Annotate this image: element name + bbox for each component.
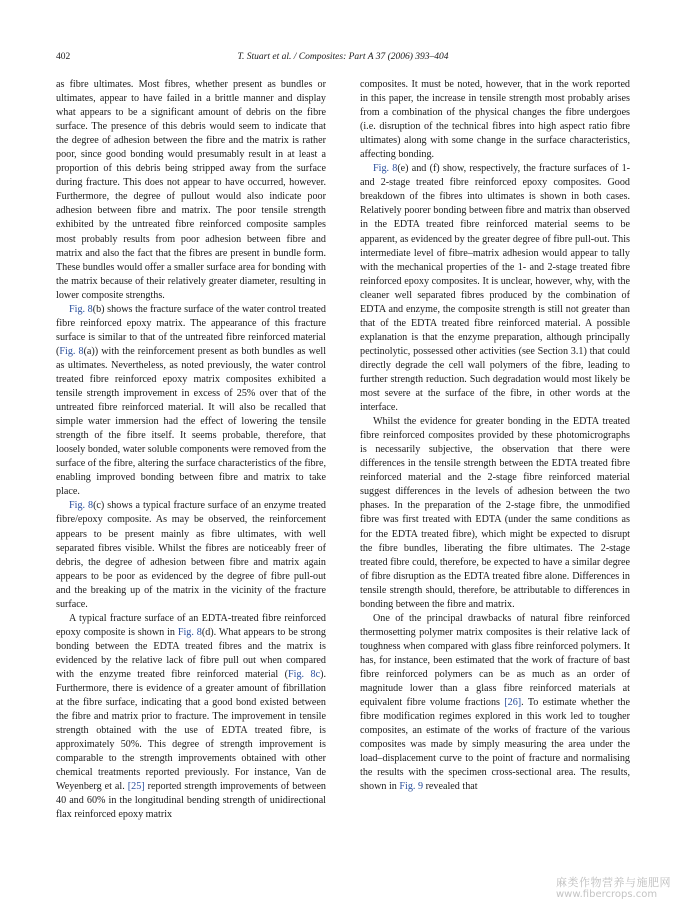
- figure-link[interactable]: Fig. 8: [177, 626, 202, 638]
- figure-link[interactable]: Fig. 8c: [288, 668, 321, 680]
- paragraph-text: (d). What appears to be strong bonding between the EDTA treated fibres and the matrix is evidenced by the relative lack of fibre pull out when compared with the enzyme treated fibre reinforced material (: [56, 626, 326, 680]
- paragraph: [56, 303, 326, 500]
- paragraph: [360, 78, 630, 162]
- right-column: [360, 78, 630, 794]
- figure-link[interactable]: Fig. 8: [69, 303, 93, 315]
- page-number: 402: [56, 52, 71, 62]
- journal-reference: T. Stuart et al. / Composites: Part A 37 (2006) 393–404: [237, 52, 449, 62]
- paragraph-text: reported strength improvements of between 40 and 60% in the longitudinal bending strength of unidirectional flax reinforced epoxy matrix: [56, 781, 326, 821]
- running-header: [56, 52, 630, 66]
- paragraph-text: A typical fracture surface of an EDTA-treated fibre reinforced epoxy composite is shown in: [56, 612, 326, 638]
- paragraph: [56, 78, 326, 303]
- paragraph: [360, 415, 630, 612]
- paragraph: [56, 499, 326, 611]
- paragraph-text: ). Furthermore, there is evidence of a greater amount of fibrillation at the fibre surface, indicating that a good bond existed between the fibre and matrix prior to fracture. The improvement in tensile strength obtained with the use of EDTA treated fibre, is approximately 50%. This degree of strength improvement is comparable to the strength improvements obtained with other chemical treatments reported previously. For instance, Van de Weyenberg et al.: [56, 668, 326, 793]
- figure-link[interactable]: Fig. 8: [59, 345, 84, 357]
- paragraph-text: as fibre ultimates. Most fibres, whether present as bundles or ultimates, appear to have failed in a brittle manner and display what appears to be a significant amount of debris on the fibre surface. The presence of this debris would seem to indicate that the degree of adhesion between the fibre and the matrix is rather poor, since good bonding would presumably result in at least a proportion of this debris being stripped away from the surface during fracture. This does not appear to have occurred, however. Furthermore, the degree of pullout would also indicate poor adhesion between fibre and matrix. The poor tensile strength exhibited by the untreated fibre reinforced composite samples most probably results from poor adhesion between fibre and matrix and also the fact that the fibres are present in bundle form. These bundles would offer a smaller surface area for bonding with the matrix because of their relatively greater diameter, resulting in lower composite strengths.: [56, 79, 326, 301]
- paragraph-text: Whilst the evidence for greater bonding in the EDTA treated fibre reinforced composites provided by these photomicrographs is necessarily subjective, the observation that there were differences in the tensile strength between the EDTA treated fibre reinforced material and the 2-stage fibre reinforced material suggest differences in the levels of adhesion between the two phases. In the preparation of the 2-stage fibre, the unmodified fibre was first treated with EDTA (under the same conditions as for the EDTA treated fibre), which might be expected to disrupt the fibre bundles, liberating the fibre ultimates. The 2-stage treated fibre could, therefore, be expected to have a similar degree of fibre disruption as the EDTA treated fibre alone. Differences in tensile strength should, therefore, be attributable to differences in bonding between the fibre and matrix.: [360, 416, 630, 610]
- reference-link[interactable]: [26]: [504, 697, 522, 709]
- watermark-text: 麻类作物营养与施肥网: [556, 876, 671, 889]
- figure-link[interactable]: Fig. 8: [69, 500, 94, 512]
- figure-link[interactable]: Fig. 8: [373, 163, 398, 175]
- paragraph-text: (b) shows the fracture surface of the water control treated fibre reinforced epoxy matrix. The appearance of this fracture surface is similar to that of the untreated fibre reinforced material (: [56, 303, 326, 357]
- paragraph-text: One of the principal drawbacks of natural fibre reinforced thermosetting polymer matrix composites is their relative lack of toughness when compared with glass fibre reinforced polymers. It has, for instance, been estimated that the work of fracture of bast fibre reinforced polymers can be as much as an order of magnitude lower than a glass fibre reinforced materials at equivalent fibre volume fractions: [360, 612, 630, 709]
- paragraph-text: . To estimate whether the fibre modification regimes explored in this work led to tougher composites, an estimate of the works of fracture of the various composites was made by simply measuring the area under the load–displacement curve to the point of fracture and normalising the results with the specimen cross-sectional area. The results, shown in: [360, 697, 630, 793]
- paragraph-text: (e) and (f) show, respectively, the fracture surfaces of 1- and 2-stage treated fibre reinforced epoxy composites. Good breakdown of the fibres into ultimates is shown in both cases. Relatively poorer bonding between fibre and matrix than observed in the EDTA treated fibre reinforced material seems to be apparent, as evidenced by the greater degree of fibre pull-out. This intermediate level of fibre–matrix adhesion would appear to tally with the mechanical properties of the 1- and 2-stage treated fibre reinforced epoxy composites. It is unclear, however, why, with the cleaner well separated fibres produced by the combination of EDTA and enzyme, the composite strength is still not greater than that of the EDTA treated fibre reinforced material. A possible explanation is that the enzyme preparation, although principally pectinolytic, possessed other activities (see Section 3.1) that could directly degrade the cell wall polymers of the fibre, leading to further strength reduction. Such degradation would most likely be most severe at the surface of the fibre, in other words at the interface.: [360, 163, 630, 414]
- paragraph-text: revealed that: [423, 781, 478, 793]
- reference-link[interactable]: [25]: [127, 781, 145, 793]
- figure-link[interactable]: Fig. 9: [399, 781, 424, 793]
- paragraph: [360, 162, 630, 415]
- paragraph: [56, 612, 326, 823]
- paragraph-text: (a)) with the reinforcement present as both bundles as well as ultimates. Nevertheless, as noted previously, the water control treated fibre reinforced epoxy matrix composites exhibited a tensile strength improvement in excess of 25% over that of the untreated fibre reinforced material. It will also be recalled that simple water immersion had the effect of lowering the tensile strength of the fibre itself. It seems probable, therefore, that loosely bonded, water soluble components were removed from the surface of the fibre, altering the surface characteristics of the fibre, enabling improved bonding between fibre and matrix to take place.: [56, 345, 327, 498]
- paragraph-text: (c) shows a typical fracture surface of an enzyme treated fibre/epoxy composite. As may be observed, the reinforcement appears to be present mainly as fibre ultimates, with well separated fibres visible. Whilst the fibres are noticeably freer of debris, the degree of adhesion between fibre and matrix again appears to be poor as evidenced by the degree of fibre pull-out and the breaking up of the matrix in the vicinity of the fracture surface.: [56, 500, 326, 610]
- paragraph-text: composites. It must be noted, however, that in the work reported in this paper, the increase in tensile strength most probably arises from a combination of the physical changes the fibre undergoes (i.e. disruption of the technical fibres into high aspect ratio fibre ultimates) along with some change in the surface characteristics, affecting bonding.: [360, 79, 630, 161]
- watermark-url: www.fibercrops.com: [556, 889, 658, 900]
- left-column: [56, 78, 326, 822]
- paragraph: [360, 612, 630, 795]
